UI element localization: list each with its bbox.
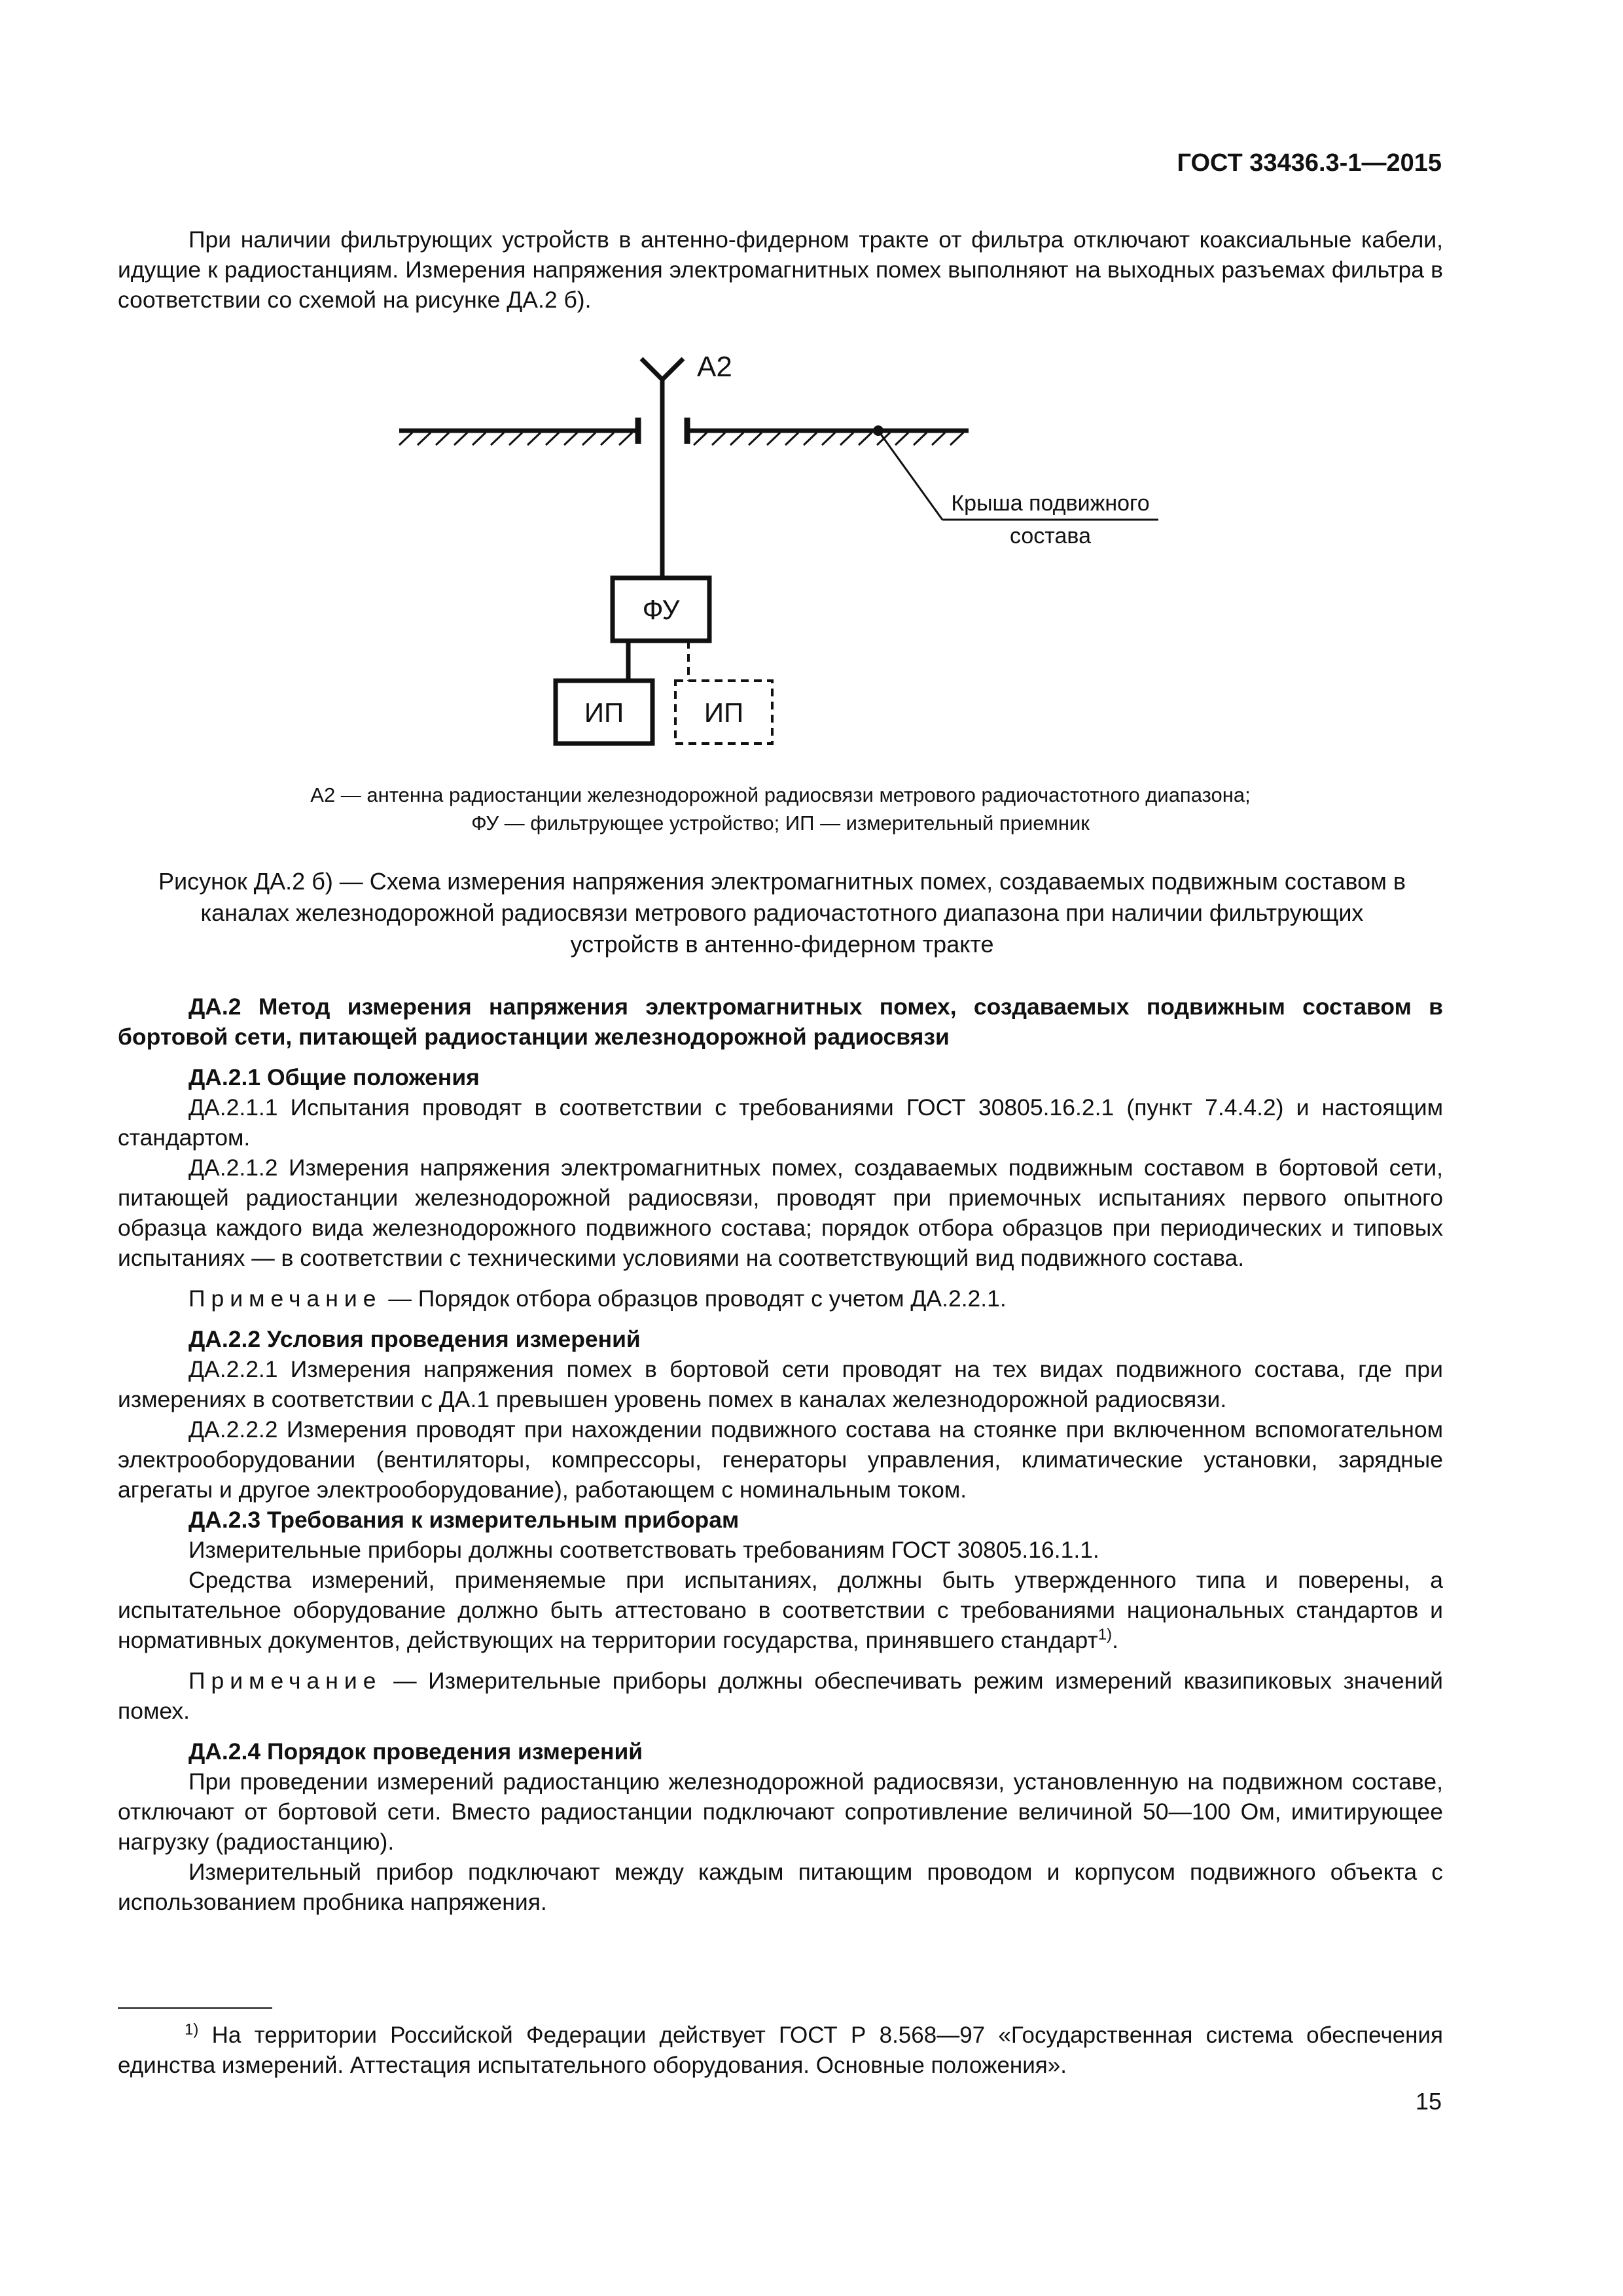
section-da23-title: ДА.2.3 Требования к измерительным приборам bbox=[188, 1507, 740, 1533]
roof-label-2: состава bbox=[1010, 524, 1091, 548]
section-da2-title: ДА.2 Метод измерения напряжения электромагнитных помех, создаваемых подвижным составом в бортовой сети, питающей радиостанции железнодорожной радиосвязи bbox=[118, 994, 1443, 1050]
para-da24-2: Измерительный прибор подключают между каждым питающим проводом и корпусом подвижного объекта с использованием пробника напряжения. bbox=[118, 1859, 1443, 1915]
standard-header: ГОСТ 33436.3-1—2015 bbox=[1177, 149, 1442, 177]
note-2 bbox=[118, 1666, 1443, 1726]
footnote-ref: 1) bbox=[1097, 1626, 1113, 1644]
para-da23-2: Средства измерений, применяемые при испытаниях, должны быть утвержденного типа и поверены, а испытательное оборудование должно быть аттестовано в соответствии с требованиями национальных стандартов и нормативных документов, действующих на территории государства, принявшего стандарт$^{1)}$. bbox=[118, 1567, 1443, 1653]
note-2-label: Примечание bbox=[188, 1668, 382, 1694]
note-1 bbox=[118, 1283, 1443, 1314]
intro-paragraph: При наличии фильтрующих устройств в антенно-фидерном тракте от фильтра отключают коаксиальные кабели, идущие к радиостанциям. Измерения напряжения электромагнитных помех выполняют на выходных разъемах фильтра в соответствии со схемой на рисунке ДА.2 б). bbox=[118, 226, 1443, 313]
intro-block bbox=[118, 224, 1443, 315]
para-da212: ДА.2.1.2 Измерения напряжения электромагнитных помех, создаваемых подвижным составом в бортовой сети, питающей радиостанции железнодорожной радиосвязи, проводят при приемочных испытаниях первого опытного образца каждого вида железнодорожного подвижного состава; порядок отбора образцов при периодических и типовых испытаниях — в соответствии с техническими условиями на соответствующий вид подвижного состава. bbox=[118, 1155, 1443, 1271]
antenna-label: А2 bbox=[697, 351, 732, 383]
page-number: 15 bbox=[1415, 2088, 1442, 2115]
footnote-divider bbox=[118, 2007, 272, 2009]
footnote-text: На территории Российской Федерации действует ГОСТ Р 8.568—97 «Государственная система обеспечения единства измерений. Аттестация испытательного оборудования. Основные положения». bbox=[118, 2022, 1443, 2078]
footnote bbox=[118, 2020, 1443, 2081]
receiver-alt-box-label: ИП bbox=[704, 697, 744, 728]
para-da222: ДА.2.2.2 Измерения проводят при нахождении подвижного состава на стоянке при включенном вспомогательном электрооборудовании (вентиляторы, компрессоры, генераторы управления, климатические установки, зарядные агрегаты и другое электрооборудование), работающем с номинальным током. bbox=[118, 1416, 1443, 1503]
footnote-marker: 1) bbox=[185, 2020, 199, 2039]
receiver-box-label: ИП bbox=[584, 697, 624, 728]
figure-caption: Рисунок ДА.2 б) — Схема измерения напряжения электромагнитных помех, создаваемых подвижным составом в каналах железнодорожной радиосвязи метрового радиочастотного диапазона при наличии фильтрующих устройств в антенно-фидерном тракте bbox=[158, 868, 1406, 958]
figure-legend bbox=[118, 781, 1443, 837]
filter-box-label: ФУ bbox=[642, 594, 680, 625]
para-da23-2-text: Средства измерений, применяемые при испытаниях, должны быть утвержденного типа и поверены, а испытательное оборудование должно быть аттестовано в соответствии с требованиями национальных стандартов и нормативных документов, действующих на территории государства, принявшего стандарт bbox=[118, 1567, 1443, 1653]
legend-line-1: А2 — антенна радиостанции железнодорожной радиосвязи метрового радиочастотного диапазона; bbox=[310, 783, 1251, 806]
para-da221: ДА.2.2.1 Измерения напряжения помех в бортовой сети проводят на тех видах подвижного состава, где при измерениях в соответствии с ДА.1 превышен уровень помех в каналах железнодорожной радиосвязи. bbox=[118, 1356, 1443, 1412]
legend-line-2: ФУ — фильтрующее устройство; ИП — измерительный приемник bbox=[471, 812, 1090, 834]
section-da22-title: ДА.2.2 Условия проведения измерений bbox=[188, 1326, 641, 1352]
note-1-label: Примечание bbox=[188, 1285, 382, 1312]
section-da21-title: ДА.2.1 Общие положения bbox=[188, 1064, 480, 1090]
para-da23-1: Измерительные приборы должны соответствовать требованиям ГОСТ 30805.16.1.1. bbox=[188, 1537, 1099, 1563]
para-da211: ДА.2.1.1 Испытания проводят в соответствии с требованиями ГОСТ 30805.16.2.1 (пункт 7.4.4.2) и настоящим стандартом. bbox=[118, 1094, 1443, 1151]
main-text bbox=[118, 992, 1443, 1917]
note-1-text: — Порядок отбора образцов проводят с учетом ДА.2.2.1. bbox=[382, 1285, 1007, 1312]
para-da24-1: При проведении измерений радиостанцию железнодорожной радиосвязи, установленную на подвижном составе, отключают от бортовой сети. Вместо радиостанции подключают сопротивление величиной 50—100 Ом, имитирующее нагрузку (радиостанцию). bbox=[118, 1768, 1443, 1855]
note-2-text: — Измерительные приборы должны обеспечивать режим измерений квазипиковых значений помех. bbox=[118, 1668, 1443, 1724]
roof-label-1: Крыша подвижного bbox=[951, 491, 1150, 516]
section-da24-title: ДА.2.4 Порядок проведения измерений bbox=[188, 1738, 643, 1765]
measurement-diagram bbox=[380, 347, 1204, 766]
